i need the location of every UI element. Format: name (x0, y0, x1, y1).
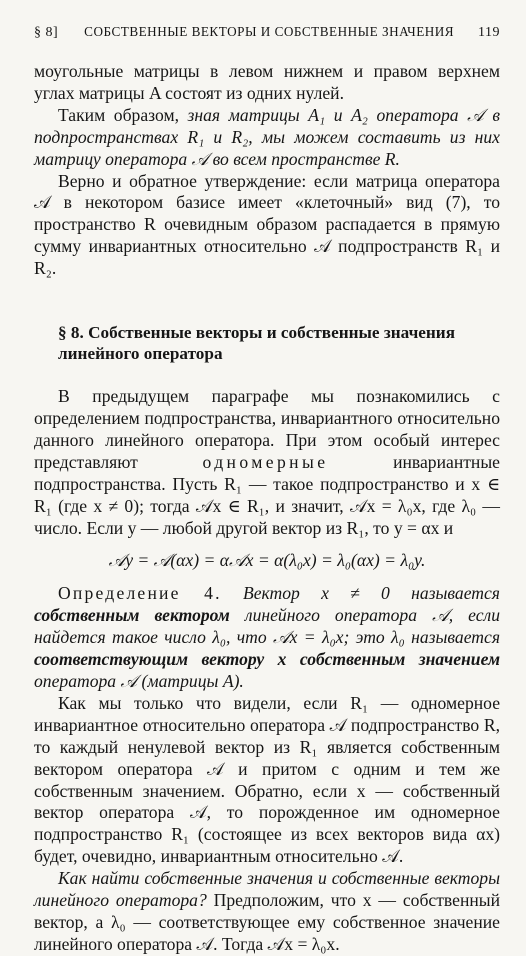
def-part-b: линейного оператора 𝒜, если найдется такое число λ₀, что 𝒜x = λ₀x; это λ₀ называется (34, 605, 500, 648)
summary-lead: Таким образом, (58, 104, 188, 125)
running-head (34, 24, 500, 41)
section-ref: § 8] (34, 25, 59, 40)
def-term-eigenvalue: соответствующим вектору x собственным значением (34, 649, 500, 670)
definition-label: Определение 4. (58, 583, 222, 604)
paragraph-definition (34, 583, 500, 693)
paragraph-intro-eigen (34, 386, 500, 539)
paragraph-continuation: моугольные матрицы в левом нижнем и правом верхнем углах матрицы A состоят из одних нулей. (34, 61, 500, 103)
def-part-c: оператора 𝒜 (матрицы A). (34, 671, 244, 692)
def-term-eigenvector: собственным вектором (34, 605, 230, 626)
def-part-a: Вектор x ≠ 0 называется (221, 583, 500, 604)
question-italic: Как найти собственные значения и собственные векторы линейного оператора? (34, 868, 500, 911)
formula: 𝒜y = 𝒜(αx) = α𝒜x = α(λ₀x) = λ₀(αx) = λ₀y. (108, 550, 426, 571)
paragraph-question (34, 868, 500, 956)
paragraph-converse: Верно и обратное утверждение: если матрица оператора 𝒜 в некотором базисе имеет «клеточный» вид (7), то пространство R очевидным образом распадается в прямую сумму инвариантных относительно 𝒜 подпространств R₁ и R₂. (34, 170, 500, 279)
p4-part-a: В предыдущем параграфе мы познакомились с определением подпространства, инвариантного относительно данного линейного оператора. При этом особый интерес представляют (34, 386, 500, 472)
paragraph-summary (34, 105, 500, 171)
paragraph-observation: Как мы только что видели, если R₁ — одномерное инвариантное относительно оператора 𝒜 подпространство R, то каждый ненулевой вектор из R₁ является собственным вектором оператора 𝒜 и притом с одним и тем же собственным значением. Обратно, если x — собственный вектор оператора 𝒜, то порожденное им одномерное подпространство R₁ (состоящее из всех векторов вида αx) будет, очевидно, инвариантным относительно 𝒜. (34, 692, 500, 867)
summary-italic: зная матрицы A₁ и A₂ оператора 𝒜 в подпространствах R₁ и R₂, мы можем составить из них матрицу оператора 𝒜 во всем пространстве R. (34, 104, 500, 169)
page-number: 119 (478, 25, 500, 40)
section-heading: § 8. Собственные векторы и собственные значения линейного оператора (58, 323, 455, 364)
p4-spaced-word: одномерные (202, 451, 329, 472)
running-title: СОБСТВЕННЫЕ ВЕКТОРЫ И СОБСТВЕННЫЕ ЗНАЧЕНИЯ (84, 24, 455, 39)
p4-part-b: инвариантные подпространства. Пусть R₁ — такое подпространство и x ∈ R₁ (где x ≠ 0); тогда 𝒜x ∈ R₁, и значит, 𝒜x = λ₀x, где λ₀ — число. Если y — любой другой вектор из R₁, то y = αx и (34, 451, 500, 538)
question-rest: Предположим, что x — собственный вектор, а λ₀ — соответствующее ему собственное значение линейного оператора 𝒜. Тогда 𝒜x = λ₀x. (34, 890, 501, 954)
